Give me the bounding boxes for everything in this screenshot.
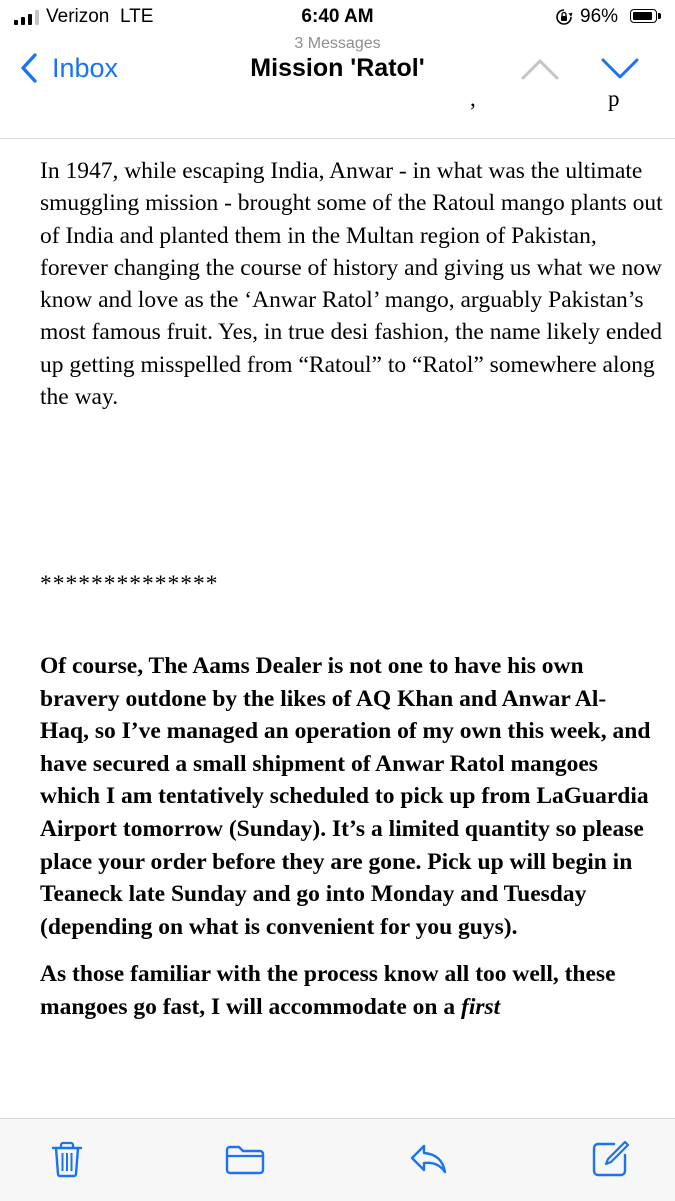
back-label: Inbox	[52, 52, 119, 83]
email-paragraph: In 1947, while escaping India, Anwar - in what was the ultimate smuggling mission - brought some of the Ratoul mango plants out of India and planted them in the Multan region of Pakistan, forever changing the course of history and giving us what we now know and love as the ‘Anwar Ratol’ mango, arguably Pakistan’s most famous fruit. Yes, in true desi fashion, the name likely ended up getting misspelled from “Ratoul” to “Ratol” somewhere along the way.	[40, 158, 663, 411]
italic-word: first	[461, 993, 501, 1020]
network-type: LTE	[119, 6, 154, 27]
status-bar	[0, 0, 675, 34]
email-paragraph-bold: Of course, The Aams Dealer is not one to have his own bravery outdone by the likes of AQ Khan and Anwar Al-Haq, so I’ve managed an operation of my own this week, and have secured a small shipment of Anwar Ratol mangoes which I am tentatively scheduled to pick up from LaGuardia Airport tomorrow (Sunday). It’s a limited quantity so please place your order before they are gone. Pick up will begin in Teaneck late Sunday and go into Monday and Tuesday (depending on what is convenient for you guys).	[40, 653, 651, 940]
section-separator: **************	[40, 571, 219, 597]
move-to-folder-button[interactable]	[225, 1139, 265, 1179]
next-message-chevron-down-icon[interactable]	[600, 56, 640, 82]
email-subject-title: Mission 'Ratol'	[250, 54, 425, 82]
email-body	[40, 85, 665, 1020]
trash-icon	[47, 1139, 87, 1179]
bottom-toolbar	[0, 1118, 675, 1201]
carrier-name: Verizon	[46, 6, 110, 27]
folder-icon	[225, 1139, 265, 1179]
previous-message-chevron-up-icon[interactable]	[520, 56, 560, 82]
reply-icon	[408, 1139, 448, 1179]
compose-icon	[590, 1139, 630, 1179]
message-count: 3 Messages	[294, 35, 381, 52]
status-time: 6:40 AM	[301, 6, 374, 27]
battery-icon	[630, 9, 657, 23]
compose-button[interactable]	[590, 1139, 630, 1179]
trash-button[interactable]	[47, 1139, 87, 1179]
battery-percent: 96%	[580, 6, 619, 27]
paragraph-text: As those familiar with the process know all too well, these mangoes go fast, I will accommodate on a	[40, 961, 616, 1020]
email-paragraph-bold-continued	[40, 958, 655, 1023]
clipped-previous-line: , p	[470, 85, 620, 111]
reply-button[interactable]	[408, 1139, 448, 1179]
orientation-lock-icon	[555, 8, 573, 26]
